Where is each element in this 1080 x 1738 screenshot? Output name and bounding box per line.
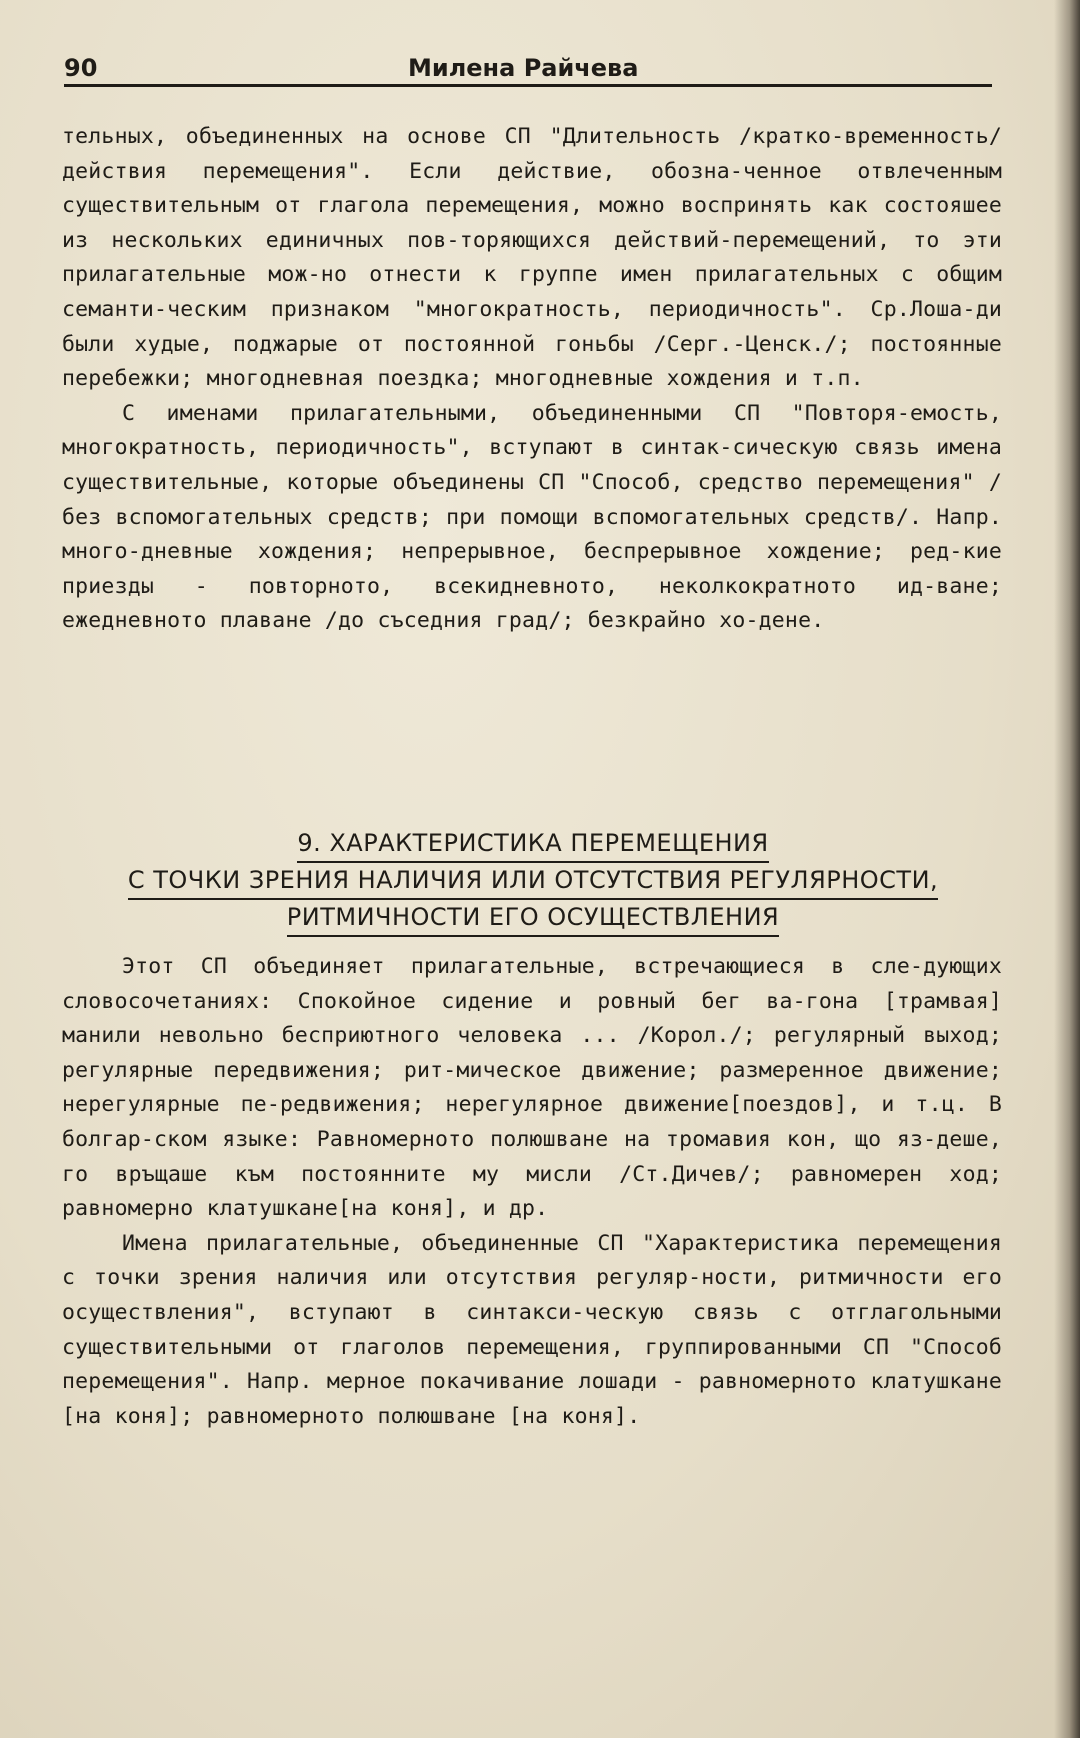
- page-number: 90: [64, 54, 98, 82]
- section-heading-line-1: 9. ХАРАКТЕРИСТИКА ПЕРЕМЕЩЕНИЯ: [297, 826, 768, 863]
- paragraph-with-adjectives: С именами прилагательными, объединенными СП "Повторя-емость, многократность, периодичность", вступают в синтак-сическую связь имена существительные, которые объединены СП "Способ, средство перемещения" /без вспомогательных средств; при помощи вспомогательных средств/. Напр. много-дневные хождения; непрерывное, беспрерывное хождение; ред-кие приезды - повторното, всекидневното, неколкократното ид-ване; ежедневното плаване /до съседния град/; безкрайно хо-дене.: [62, 400, 1002, 634]
- bottom-text-block: [62, 950, 1002, 1434]
- page-header: [64, 50, 992, 86]
- paragraph-examples: Этот СП объединяет прилагательные, встречающиеся в сле-дующих словосочетаниях: Спокойное сидение и ровный бег ва-гона [трамвая] манили невольно бесприютного человека ... /Корол./; регулярный выход; регулярные передвижения; рит-мическое движение; размеренное движение; нерегулярные пе-редвижения; нерегулярное движение[поездов], и т.ц. В болгар-ском языке: Равномерното полюшване на тромавия кон, що яз-деше, го връщаше към постоянните му мисли /Ст.Дичев/; равномерен ход; равномерно клатушкане[на коня], и др.: [62, 954, 1002, 1222]
- top-text-block: [62, 120, 1002, 639]
- section-heading: [58, 826, 1008, 937]
- paragraph-continued: тельных, объединенных на основе СП "Длительность /кратко-временность/ действия перемещения". Если действие, обозна-ченное отвлеченным существительным от глагола перемещения, можно воспринять как состояшее из нескольких единичных пов-торяющихся действий-перемещений, то эти прилагательные мож-но отнести к группе имен прилагательных с общим семанти-ческим признаком "многократность, периодичность". Ср.Лоша-ди были худые, поджарые от постоянной гоньбы /Серг.-Ценск./; постоянные перебежки; многодневная поездка; многодневные хождения и т.п.: [62, 124, 1002, 392]
- paragraph-syntax: Имена прилагательные, объединенные СП "Характеристика перемещения с точки зрения наличия или отсутствия регуляр-ности, ритмичности его осуществления", вступают в синтакси-ческую связь с отглагольными существительными от глаголов перемещения, группированными СП "Способ перемещения". Напр. мерное покачивание лошади - равномерното клатушкане [на коня]; равномерното полюшване [на коня].: [62, 1230, 1002, 1429]
- header-rule: [64, 84, 992, 87]
- section-heading-line-3: РИТМИЧНОСТИ ЕГО ОСУЩЕСТВЛЕНИЯ: [287, 900, 779, 937]
- running-title: Милена Райчева: [408, 54, 639, 82]
- section-heading-line-2: С ТОЧКИ ЗРЕНИЯ НАЛИЧИЯ ИЛИ ОТСУТСТВИЯ РЕГУЛЯРНОСТИ,: [128, 863, 938, 900]
- page-edge-shadow: [1054, 0, 1080, 1738]
